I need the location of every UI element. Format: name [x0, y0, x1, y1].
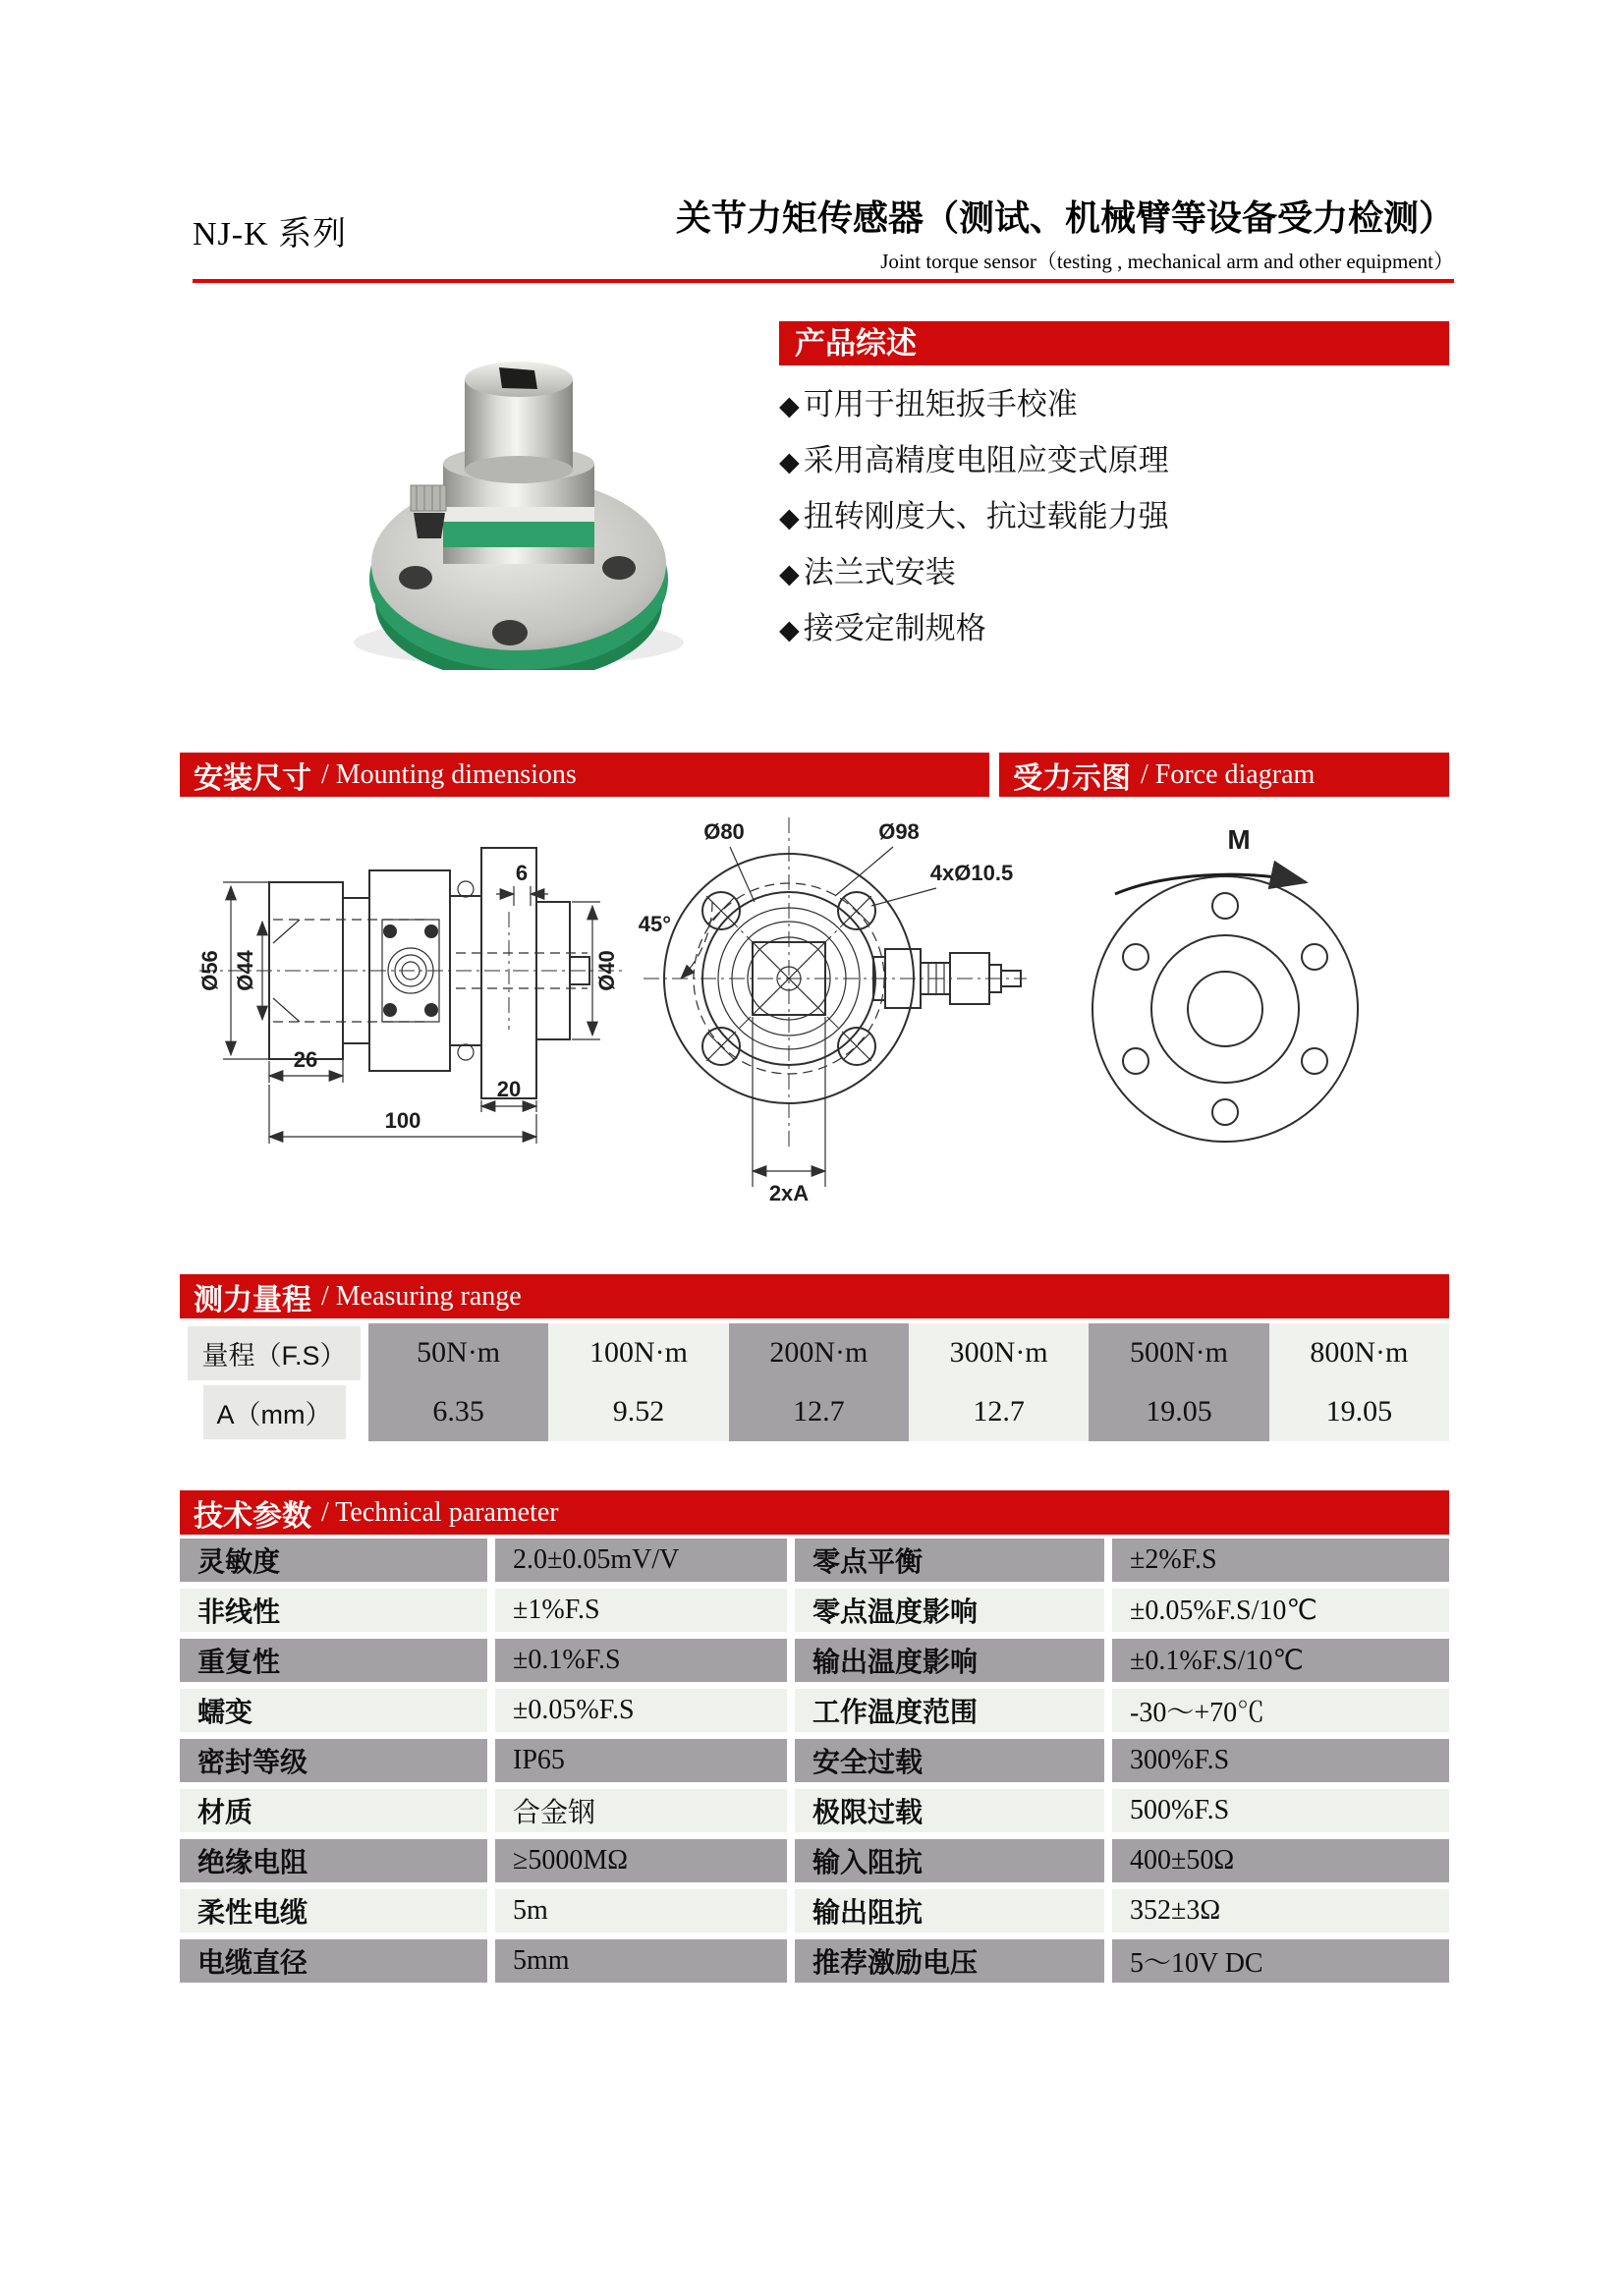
dim-6: 6: [515, 861, 529, 885]
param-value: 500%F.S: [1112, 1789, 1449, 1832]
param-label: 柔性电缆: [180, 1889, 487, 1932]
dim-d80: Ø80: [703, 819, 745, 844]
dim-d98: Ø98: [878, 819, 920, 844]
dim-d44: Ø44: [233, 950, 257, 991]
range-cell: 100N·m: [548, 1323, 728, 1382]
series-title: NJ-K 系列: [193, 216, 348, 252]
header-rule: [193, 279, 1454, 283]
overview-bullet: [779, 545, 1449, 601]
diamond-bullet-icon: ◆: [779, 615, 800, 644]
a-value-cell: 9.52: [548, 1382, 728, 1441]
section-title-en: / Technical parameter: [321, 1496, 559, 1528]
param-value: ±2%F.S: [1112, 1539, 1449, 1582]
section-header-mounting: [180, 753, 989, 797]
param-value: 5mm: [495, 1939, 787, 1983]
param-value: -30～+70℃: [1112, 1689, 1449, 1732]
param-label: 极限过载: [795, 1789, 1104, 1832]
param-value: 2.0±0.05mV/V: [495, 1539, 787, 1582]
param-value: ±0.05%F.S: [495, 1689, 787, 1732]
section-title-zh: 受力示图: [1013, 761, 1131, 795]
range-cell: 200N·m: [729, 1323, 909, 1382]
force-diagram-drawing: [1092, 824, 1358, 1142]
section-title-en: / Measuring range: [321, 1280, 522, 1312]
section-title-en: / Mounting dimensions: [321, 758, 577, 790]
range-cell: 800N·m: [1269, 1323, 1449, 1382]
section-title-en: / Force diagram: [1141, 758, 1316, 790]
dim-26: 26: [293, 1047, 318, 1072]
section-header-force: [999, 753, 1449, 797]
param-value: ±0.1%F.S/10℃: [1112, 1639, 1449, 1682]
bullet-text: 可用于扭矩扳手校准: [803, 387, 1078, 421]
param-label: 输入阻抗: [795, 1839, 1104, 1882]
section-title-zh: 测力量程: [194, 1283, 311, 1316]
param-value: IP65: [495, 1739, 787, 1782]
overview-bullets: [779, 377, 1449, 657]
param-value: 352±3Ω: [1112, 1889, 1449, 1932]
param-label: 绝缘电阻: [180, 1839, 487, 1882]
body-white-band: [443, 507, 594, 522]
page-title: 关节力矩传感器（测试、机械臂等设备受力检测）: [675, 197, 1454, 238]
param-value: ±1%F.S: [495, 1589, 787, 1632]
section-header-range: [180, 1274, 1449, 1318]
param-value: 5m: [495, 1889, 787, 1932]
square-drive-hole: [499, 367, 537, 389]
param-value: ±0.1%F.S: [495, 1639, 787, 1682]
bullet-text: 采用高精度电阻应变式原理: [803, 443, 1169, 477]
overview-bullet: [779, 377, 1449, 433]
dim-d40: Ø40: [594, 950, 619, 991]
dim-bolt-holes: 4xØ10.5: [929, 861, 1014, 885]
param-label: 输出阻抗: [795, 1889, 1104, 1932]
param-label: 非线性: [180, 1589, 487, 1632]
dim-d56: Ø56: [197, 950, 222, 991]
diamond-bullet-icon: ◆: [779, 503, 800, 532]
a-value-cell: 19.05: [1089, 1382, 1268, 1441]
top-cylinder-base: [465, 456, 573, 483]
range-cell: 500N·m: [1089, 1323, 1268, 1382]
param-label: 安全过载: [795, 1739, 1104, 1782]
param-value: 400±50Ω: [1112, 1839, 1449, 1882]
range-row-label: [180, 1323, 368, 1382]
section-header-technical: [180, 1490, 1449, 1535]
param-label: 零点温度影响: [795, 1589, 1104, 1632]
product-overview: [779, 321, 1449, 657]
overview-bullet: [779, 601, 1449, 657]
section-title-zh: 安装尺寸: [194, 761, 311, 795]
range-cell: 50N·m: [368, 1323, 548, 1382]
bullet-text: 扭转刚度大、抗过载能力强: [803, 499, 1169, 533]
param-label: 推荐激励电压: [795, 1939, 1104, 1983]
section-title-zh: 技术参数: [194, 1499, 311, 1533]
range-label-chip: 量程（F.S）: [188, 1326, 360, 1380]
dim-2xA: 2xA: [768, 1181, 810, 1205]
param-label: 工作温度范围: [795, 1689, 1104, 1732]
bolt-hole-left: [399, 566, 432, 589]
param-label: 零点平衡: [795, 1539, 1104, 1582]
diamond-bullet-icon: ◆: [779, 447, 800, 476]
technical-parameter-table: [180, 1539, 1449, 1983]
param-value: ≥5000MΩ: [495, 1839, 787, 1882]
technical-drawings: [180, 804, 1449, 1208]
connector-block: [411, 485, 446, 511]
param-label: 密封等级: [180, 1739, 487, 1782]
moment-label: M: [1227, 824, 1251, 855]
param-value: 合金钢: [495, 1789, 787, 1832]
diamond-bullet-icon: ◆: [779, 559, 800, 588]
product-photo: [317, 316, 720, 670]
param-label: 输出温度影响: [795, 1639, 1104, 1682]
a-value-cell: 19.05: [1269, 1382, 1449, 1441]
param-label: 电缆直径: [180, 1939, 487, 1983]
param-value: 5～10V DC: [1112, 1939, 1449, 1983]
page-subtitle: Joint torque sensor（testing , mechanical arm and other equipment）: [880, 250, 1454, 273]
param-value: 300%F.S: [1112, 1739, 1449, 1782]
param-value: ±0.05%F.S/10℃: [1112, 1589, 1449, 1632]
connector-base: [414, 513, 445, 538]
side-view-drawing: [197, 848, 624, 1144]
overview-bullet: [779, 489, 1449, 545]
dim-100: 100: [384, 1108, 421, 1133]
a-value-cell: 12.7: [729, 1382, 909, 1441]
param-label: 灵敏度: [180, 1539, 487, 1582]
a-value-cell: 6.35: [368, 1382, 548, 1441]
range-label-chip: A（mm）: [203, 1385, 346, 1439]
range-cell: 300N·m: [909, 1323, 1089, 1382]
dim-angle-45: 45°: [638, 912, 671, 936]
param-label: 蠕变: [180, 1689, 487, 1732]
range-row-label: [180, 1382, 368, 1441]
a-value-cell: 12.7: [909, 1382, 1089, 1441]
overview-bullet: [779, 433, 1449, 489]
dim-20: 20: [496, 1077, 522, 1101]
diamond-bullet-icon: ◆: [779, 391, 800, 420]
front-view-drawing: [639, 817, 1027, 1205]
overview-heading: 产品综述: [779, 321, 1449, 365]
bolt-hole-right: [602, 556, 636, 580]
param-label: 材质: [180, 1789, 487, 1832]
bullet-text: 接受定制规格: [803, 611, 986, 645]
bullet-text: 法兰式安装: [803, 555, 956, 589]
bolt-hole-bottom: [492, 620, 528, 645]
param-label: 重复性: [180, 1639, 487, 1682]
body-green-band: [443, 522, 594, 547]
measuring-range-table: [180, 1323, 1449, 1441]
